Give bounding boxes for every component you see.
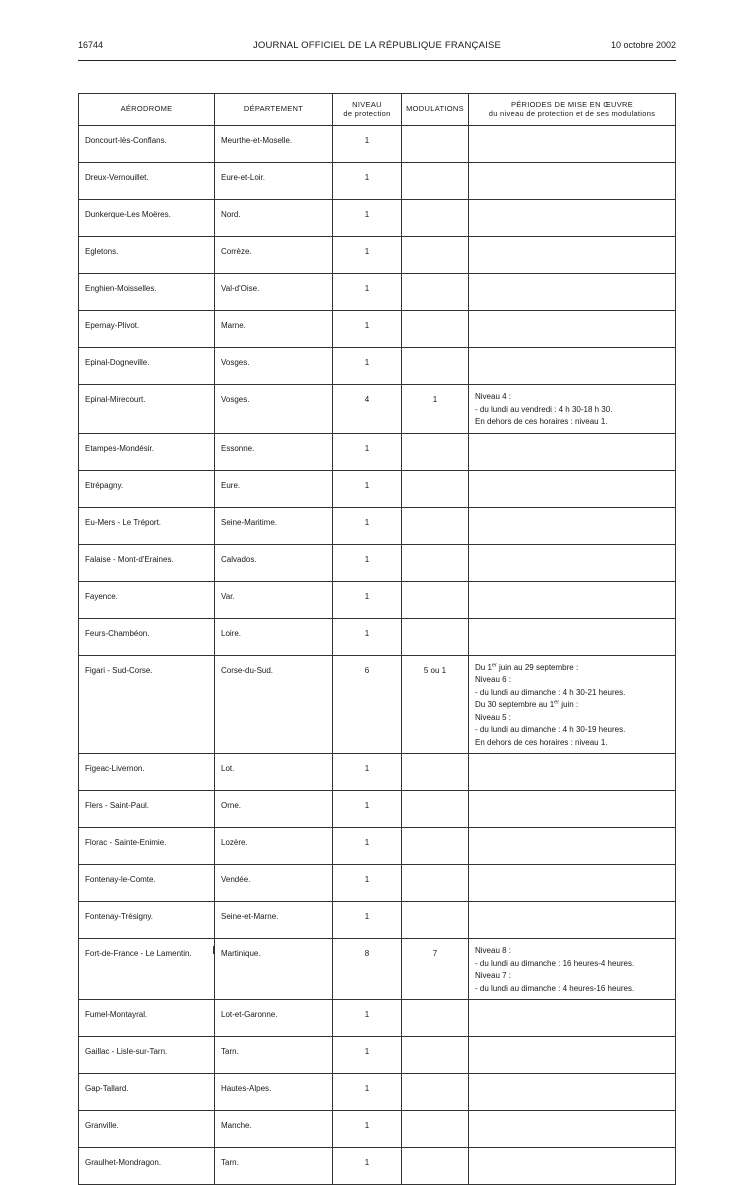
niveau-cell: 1 [333, 865, 402, 902]
modulations-cell [402, 163, 469, 200]
modulations-cell [402, 348, 469, 385]
niveau-cell: 1 [333, 237, 402, 274]
periodes-cell [469, 865, 676, 902]
periodes-cell [469, 1148, 676, 1185]
aerodrome-table [78, 93, 676, 1185]
modulations-cell [402, 754, 469, 791]
table-row [79, 791, 676, 828]
table-row [79, 163, 676, 200]
modulations-cell: 1 [402, 385, 469, 434]
departement-cell: Meurthe-et-Moselle. [215, 126, 333, 163]
periodes-cell [469, 618, 676, 655]
periodes-cell [469, 581, 676, 618]
departement-cell: Vendée. [215, 865, 333, 902]
niveau-cell: 4 [333, 385, 402, 434]
table-row [79, 470, 676, 507]
departement-cell: Corse-du-Sud. [215, 655, 333, 754]
departement-cell: Vosges. [215, 385, 333, 434]
periode-line: Du 30 septembre au 1er juin : [475, 699, 579, 709]
aerodrome-cell: Gap-Tallard. [79, 1074, 215, 1111]
niveau-cell: 1 [333, 754, 402, 791]
niveau-cell: 1 [333, 311, 402, 348]
aerodrome-cell: Egletons. [79, 237, 215, 274]
periodes-cell [469, 1111, 676, 1148]
modulations-cell [402, 200, 469, 237]
aerodrome-cell: Feurs-Chambéon. [79, 618, 215, 655]
aerodrome-cell: Fontenay-le-Comte. [79, 865, 215, 902]
periodes-cell [469, 1074, 676, 1111]
aerodrome-cell: Etampes-Mondésir. [79, 433, 215, 470]
departement-cell: Var. [215, 581, 333, 618]
table-row [79, 544, 676, 581]
periode-line: - du lundi au dimanche : 16 heures-4 heures. [475, 958, 635, 968]
table-row [79, 1148, 676, 1185]
modulations-cell: 5 ou 1 [402, 655, 469, 754]
niveau-cell: 1 [333, 348, 402, 385]
modulations-cell: 7 [402, 939, 469, 1000]
niveau-cell: 1 [333, 274, 402, 311]
table-row [79, 507, 676, 544]
niveau-cell: 1 [333, 791, 402, 828]
periodes-cell [469, 200, 676, 237]
aerodrome-cell: Falaise - Mont-d'Eraines. [79, 544, 215, 581]
departement-cell: Vosges. [215, 348, 333, 385]
modulations-cell [402, 311, 469, 348]
periodes-cell [469, 348, 676, 385]
periodes-cell [469, 939, 676, 1000]
modulations-cell [402, 618, 469, 655]
periodes-cell [469, 163, 676, 200]
modulations-cell [402, 1148, 469, 1185]
table-row [79, 433, 676, 470]
niveau-cell: 1 [333, 902, 402, 939]
departement-cell: Tarn. [215, 1037, 333, 1074]
aerodrome-cell: Graulhet-Mondragon. [79, 1148, 215, 1185]
departement-cell: Manche. [215, 1111, 333, 1148]
modulations-cell [402, 126, 469, 163]
modulations-cell [402, 1037, 469, 1074]
niveau-cell: 1 [333, 1074, 402, 1111]
page-header [78, 40, 676, 54]
departement-cell: Seine-Maritime. [215, 507, 333, 544]
table-row [79, 237, 676, 274]
aerodrome-cell: Fontenay-Trésigny. [79, 902, 215, 939]
modulations-cell [402, 544, 469, 581]
departement-cell: Lot-et-Garonne. [215, 1000, 333, 1037]
table-continuation-line [78, 946, 79, 954]
periode-line: En dehors de ces horaires : niveau 1. [475, 737, 608, 747]
modulations-cell [402, 902, 469, 939]
departement-cell: Eure. [215, 470, 333, 507]
aerodrome-cell: Dunkerque-Les Moëres. [79, 200, 215, 237]
table-row [79, 311, 676, 348]
niveau-cell: 1 [333, 1148, 402, 1185]
table-row [79, 939, 676, 1000]
modulations-cell [402, 828, 469, 865]
periodes-cell [469, 1037, 676, 1074]
niveau-cell: 1 [333, 1000, 402, 1037]
periode-line: - du lundi au vendredi : 4 h 30-18 h 30. [475, 404, 613, 414]
modulations-cell [402, 791, 469, 828]
periodes-cell [469, 507, 676, 544]
modulations-cell [402, 507, 469, 544]
modulations-cell [402, 1000, 469, 1037]
niveau-cell: 1 [333, 163, 402, 200]
periodes-cell [469, 655, 676, 754]
niveau-cell: 1 [333, 828, 402, 865]
departement-cell: Marne. [215, 311, 333, 348]
aerodrome-cell: Doncourt-lès-Conflans. [79, 126, 215, 163]
departement-cell: Lot. [215, 754, 333, 791]
column-header-periodes [469, 94, 676, 126]
periodes-cell [469, 1000, 676, 1037]
aerodrome-cell: Figeac-Livernon. [79, 754, 215, 791]
modulations-cell [402, 274, 469, 311]
table-continuation-line [213, 946, 214, 954]
periodes-cell [469, 791, 676, 828]
modulations-cell [402, 1111, 469, 1148]
departement-cell: Lozère. [215, 828, 333, 865]
table-body [79, 126, 676, 1185]
periodes-cell [469, 828, 676, 865]
periode-line: Niveau 7 : [475, 971, 512, 980]
aerodrome-cell: Etrépagny. [79, 470, 215, 507]
aerodrome-cell: Florac - Sainte-Enimie. [79, 828, 215, 865]
table-row [79, 126, 676, 163]
modulations-cell [402, 581, 469, 618]
periodes-header-line-1: PÉRIODES DE MISE EN ŒUVRE [510, 100, 634, 109]
niveau-cell: 1 [333, 544, 402, 581]
aerodrome-cell: Granville. [79, 1111, 215, 1148]
departement-cell: Tarn. [215, 1148, 333, 1185]
periodes-cell [469, 126, 676, 163]
niveau-cell: 1 [333, 433, 402, 470]
aerodrome-cell: Enghien-Moisselles. [79, 274, 215, 311]
niveau-cell: 1 [333, 1037, 402, 1074]
departement-cell: Nord. [215, 200, 333, 237]
table-row [79, 754, 676, 791]
departement-cell: Seine-et-Marne. [215, 902, 333, 939]
departement-cell: Loire. [215, 618, 333, 655]
table-header-row [79, 94, 676, 126]
header-rule [78, 60, 676, 61]
table-row [79, 828, 676, 865]
periode-line: Niveau 8 : [475, 946, 512, 955]
niveau-header-line-2: de protection [343, 108, 391, 118]
table-row [79, 274, 676, 311]
niveau-cell: 1 [333, 470, 402, 507]
periodes-cell [469, 385, 676, 434]
niveau-cell: 1 [333, 1111, 402, 1148]
aerodrome-cell: Epernay-Plivot. [79, 311, 215, 348]
periode-line: Niveau 5 : [475, 712, 512, 722]
aerodrome-cell: Fayence. [79, 581, 215, 618]
table-row [79, 1037, 676, 1074]
modulations-cell [402, 1074, 469, 1111]
aerodrome-cell: Eu-Mers - Le Tréport. [79, 507, 215, 544]
periodes-cell [469, 754, 676, 791]
periodes-cell [469, 237, 676, 274]
periode-line: - du lundi au dimanche : 4 heures-16 heures. [475, 983, 635, 993]
aerodrome-cell: Fort-de-France - Le Lamentin. [79, 939, 215, 1000]
page-number: 16744 [78, 40, 104, 50]
journal-title: JOURNAL OFFICIEL DE LA RÉPUBLIQUE FRANÇAISE [252, 40, 502, 51]
aerodrome-cell: Dreux-Vernouillet. [79, 163, 215, 200]
periode-line: Niveau 4 : [475, 392, 512, 401]
column-header-modulations: MODULATIONS [402, 94, 469, 126]
departement-cell: Martinique. [215, 939, 333, 1000]
aerodrome-cell: Figari - Sud-Corse. [79, 655, 215, 754]
table-row [79, 581, 676, 618]
departement-cell: Orne. [215, 791, 333, 828]
niveau-cell: 8 [333, 939, 402, 1000]
aerodrome-cell: Flers - Saint-Paul. [79, 791, 215, 828]
table-row [79, 200, 676, 237]
periode-line: - du lundi au dimanche : 4 h 30-21 heures. [475, 687, 626, 697]
table-row [79, 618, 676, 655]
periodes-cell [469, 544, 676, 581]
modulations-cell [402, 237, 469, 274]
periodes-header-line-2: du niveau de protection et de ses modulations [488, 108, 656, 118]
periodes-cell [469, 902, 676, 939]
departement-cell: Hautes-Alpes. [215, 1074, 333, 1111]
departement-cell: Calvados. [215, 544, 333, 581]
departement-cell: Eure-et-Loir. [215, 163, 333, 200]
aerodrome-cell: Fumel-Montayral. [79, 1000, 215, 1037]
niveau-cell: 1 [333, 581, 402, 618]
niveau-cell: 1 [333, 618, 402, 655]
periodes-cell [469, 470, 676, 507]
table-row [79, 385, 676, 434]
aerodrome-cell: Epinal-Mirecourt. [79, 385, 215, 434]
issue-date: 10 octobre 2002 [610, 40, 676, 50]
modulations-cell [402, 470, 469, 507]
aerodrome-cell: Epinal-Dogneville. [79, 348, 215, 385]
niveau-header-line-1: NIVEAU [352, 100, 382, 109]
table-row [79, 865, 676, 902]
table-row [79, 1074, 676, 1111]
periodes-cell [469, 311, 676, 348]
departement-cell: Corrèze. [215, 237, 333, 274]
niveau-cell: 1 [333, 126, 402, 163]
aerodrome-cell: Gaillac - Lisle-sur-Tarn. [79, 1037, 215, 1074]
niveau-cell: 1 [333, 507, 402, 544]
modulations-cell [402, 433, 469, 470]
departement-cell: Val-d'Oise. [215, 274, 333, 311]
column-header-niveau [333, 94, 402, 126]
departement-cell: Essonne. [215, 433, 333, 470]
table-row [79, 348, 676, 385]
periode-line: Niveau 6 : [475, 675, 512, 684]
table-row [79, 1000, 676, 1037]
column-header-departement: DÉPARTEMENT [215, 94, 333, 126]
niveau-cell: 6 [333, 655, 402, 754]
niveau-cell: 1 [333, 200, 402, 237]
periodes-cell [469, 274, 676, 311]
periodes-cell [469, 433, 676, 470]
periode-line: Du 1er juin au 29 septembre : [475, 661, 579, 672]
table-row [79, 1111, 676, 1148]
periode-line: En dehors de ces horaires : niveau 1. [475, 417, 608, 426]
modulations-cell [402, 865, 469, 902]
column-header-aerodrome: AÉRODROME [79, 94, 215, 126]
periode-line: - du lundi au dimanche : 4 h 30-19 heures. [475, 725, 626, 734]
table-row [79, 902, 676, 939]
table-row [79, 655, 676, 754]
